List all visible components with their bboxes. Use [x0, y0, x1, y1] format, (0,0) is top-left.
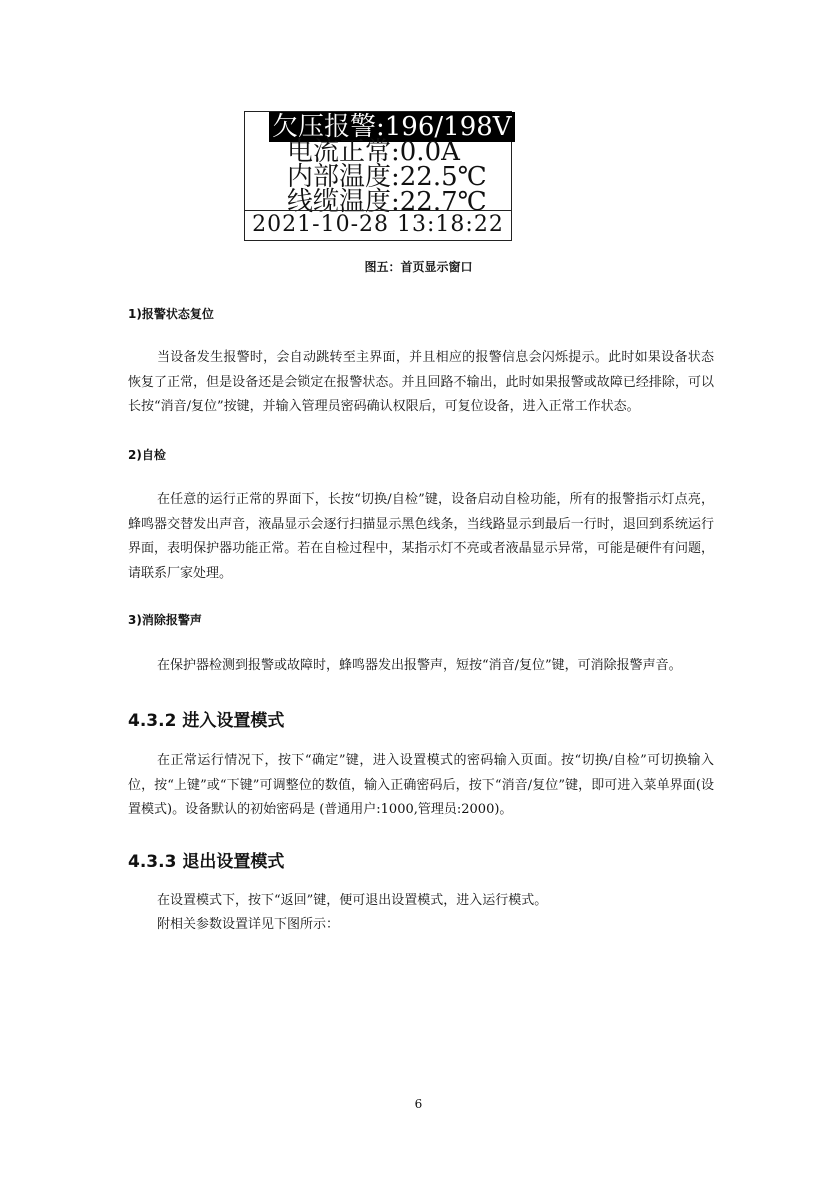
- subheading-alarm-reset: 1)报警状态复位: [128, 307, 214, 321]
- lcd-display-figure: [244, 111, 512, 241]
- paragraph-settings-reference: 附相关参数设置详见下图所示：: [157, 917, 340, 932]
- section-heading-exit-setup: 4.3.3 退出设置模式: [128, 852, 285, 872]
- subheading-self-test: 2)自检: [128, 448, 166, 462]
- paragraph-alarm-reset: 当设备发生报警时，会自动跳转至主界面，并且相应的报警信息会闪烁提示。此时如果设备状态恢复了正常，但是设备还是会锁定在报警状态。并且回路不输出，此时如果报警或故障已经排除，可以长按“消音/复位”按键，并输入管理员密码确认权限后，可复位设备，进入正常工作状态。: [128, 350, 714, 414]
- page-number: 6: [414, 1097, 423, 1111]
- paragraph-enter-setup: 在正常运行情况下，按下“确定”键，进入设置模式的密码输入页面。按“切换/自检”可切换输入位，按“上键”或“下键”可调整位的数值，输入正确密码后，按下“消音/复位”键，即可进入菜单界面(设置模式)。设备默认的初始密码是 (普通用户:1000,管理员:2000)。: [128, 753, 714, 817]
- lcd-line-cable-temp: 线缆温度:22.7℃: [287, 187, 487, 217]
- lcd-datetime: 2021-10-28 13:18:22: [252, 212, 504, 237]
- lcd-line-internal-temp: 内部温度:22.5℃: [287, 162, 487, 192]
- section-heading-enter-setup: 4.3.2 进入设置模式: [128, 711, 285, 731]
- lcd-line-current: 电流正常:0.0A: [287, 137, 460, 167]
- paragraph-mute-alarm: 在保护器检测到报警或故障时，蜂鸣器发出报警声，短按“消音/复位”键，可消除报警声音。: [157, 658, 682, 673]
- subheading-mute-alarm: 3)消除报警声: [128, 613, 202, 627]
- figure-caption: 图五：首页显示窗口: [364, 260, 473, 274]
- paragraph-exit-setup: 在设置模式下，按下“返回”键，便可退出设置模式，进入运行模式。: [157, 893, 548, 908]
- paragraph-self-test: 在任意的运行正常的界面下，长按“切换/自检”键，设备启动自检功能，所有的报警指示灯点亮，蜂鸣器交替发出声音，液晶显示会逐行扫描显示黑色线条，当线路显示到最后一行时，退回到系统运行界面，表明保护器功能正常。若在自检过程中，某指示灯不亮或者液晶显示异常，可能是硬件有问题，请联系厂家处理。: [128, 492, 714, 581]
- lcd-line-undervoltage-alarm: 欠压报警:196/198V: [269, 112, 515, 142]
